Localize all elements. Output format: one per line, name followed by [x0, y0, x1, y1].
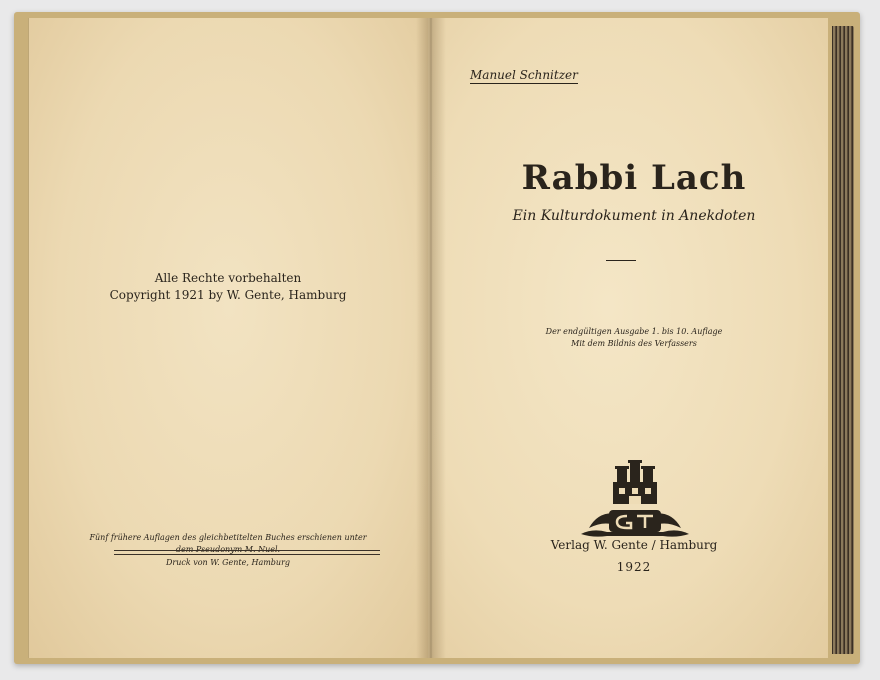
open-book — [14, 12, 860, 664]
double-rule — [114, 550, 380, 555]
publication-year: 1922 — [616, 560, 652, 574]
edition-line-2: Mit dem Bildnis des Verfassers — [571, 339, 697, 348]
copyright-text: Copyright 1921 by W. Gente, Hamburg — [109, 288, 347, 302]
book-subtitle: Ein Kulturdokument in Anekdoten — [512, 208, 756, 224]
book-title: Rabbi Lach — [521, 158, 747, 198]
edition-note — [428, 326, 840, 350]
publisher-imprint: Verlag W. Gente / Hamburg — [550, 538, 718, 552]
printer-credit: Druck von W. Gente, Hamburg — [165, 558, 291, 567]
edition-line-1: Der endgültigen Ausgabe 1. bis 10. Auflage — [545, 327, 723, 336]
title-divider — [606, 260, 636, 261]
notice-line-2: dem Pseudonym M. Nuel. — [175, 545, 281, 554]
author-name: Manuel Schnitzer — [470, 68, 578, 82]
rights-reserved-text: Alle Rechte vorbehalten — [154, 271, 302, 285]
notice-line-1: Fünf frühere Auflagen des gleichbetitelten Buches erschienen unter — [89, 533, 367, 542]
publisher-emblem-icon — [579, 458, 691, 542]
